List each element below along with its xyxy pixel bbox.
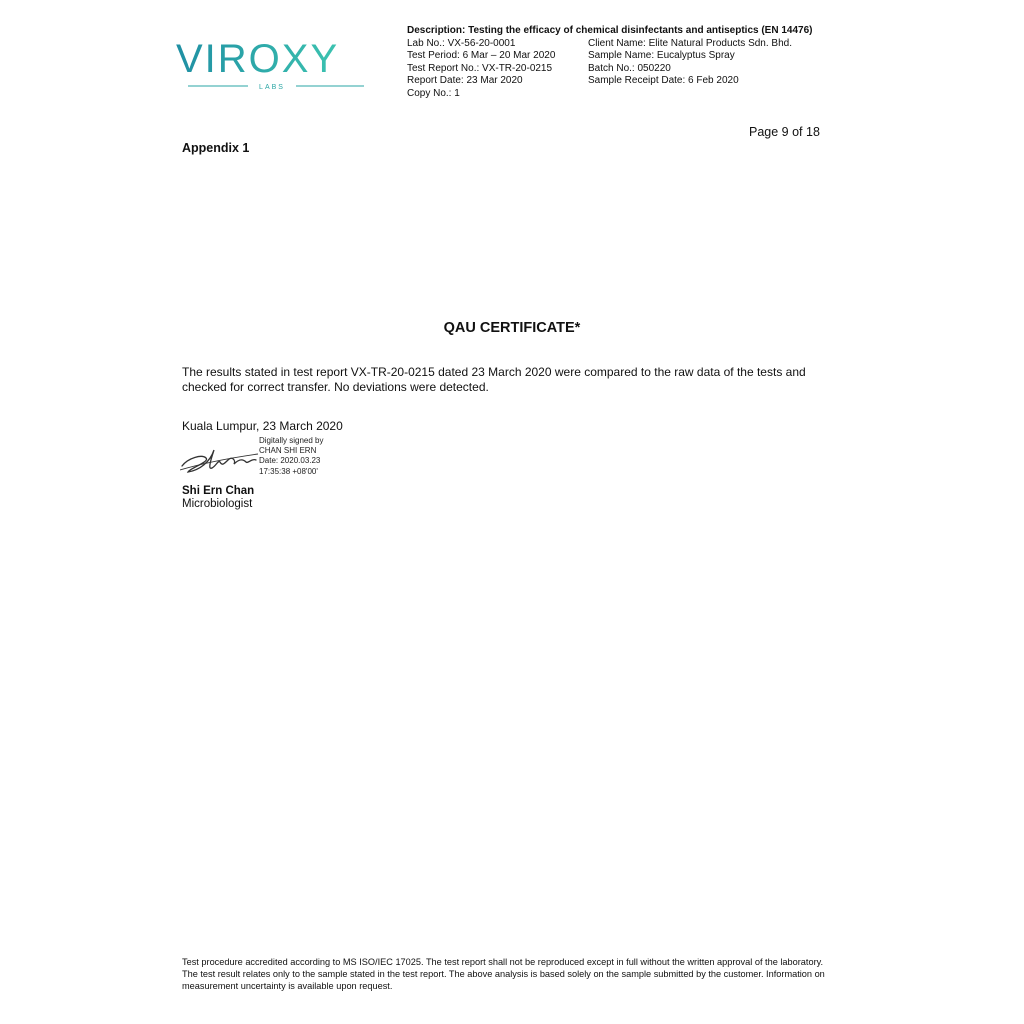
report-date: Report Date: 23 Mar 2020 (407, 75, 523, 87)
header-left-block (407, 38, 555, 100)
digital-signature-line: Date: 2020.03.23 (259, 456, 321, 466)
digital-signature-line: 17:35:38 +08'00' (259, 466, 318, 476)
handwritten-signature (180, 440, 260, 476)
sample-receipt-date: Sample Receipt Date: 6 Feb 2020 (588, 75, 739, 87)
digital-signature-line: Digitally signed by (259, 436, 324, 445)
header-right-block (588, 38, 792, 88)
signer-title: Microbiologist (182, 498, 253, 510)
logo-graphic (176, 28, 376, 92)
signer-name: Shi Ern Chan (182, 485, 255, 497)
batch-number: Batch No.: 050220 (588, 62, 671, 74)
place-date: Kuala Lumpur, 23 March 2020 (182, 419, 343, 433)
viroxy-logo (176, 28, 376, 92)
logo-wordmark: VIROXY (176, 37, 340, 81)
appendix-heading: Appendix 1 (182, 141, 250, 155)
client-name: Client Name: Elite Natural Products Sdn. Bhd. (588, 38, 792, 49)
sample-name: Sample Name: Eucalyptus Spray (588, 50, 735, 62)
test-period: Test Period: 6 Mar – 20 Mar 2020 (407, 50, 556, 62)
certificate-title: QAU CERTIFICATE* (443, 320, 581, 336)
certificate-body: The results stated in test report VX-TR-20-0215 dated 23 March 2020 were compared to the raw data of the tests and checked for correct transfer. No deviations were detected. (182, 365, 806, 394)
lab-number: Lab No.: VX-56-20-0001 (407, 38, 516, 49)
copy-number: Copy No.: 1 (407, 87, 460, 99)
page-number: Page 9 of 18 (749, 125, 820, 139)
footer-disclaimer: Test procedure accredited according to MS ISO/IEC 17025. The test report shall not be reproduced except in full without the written approval of the laboratory. The test result relates only to the sample stated in the test report. The above analysis is based solely on the sample submitted by the customer. Information on measurement uncertainty is available upon request. (182, 957, 825, 991)
digital-signature-line: CHAN SHI ERN (259, 446, 317, 456)
digital-signature-info (259, 436, 323, 477)
test-report-number: Test Report No.: VX-TR-20-0215 (407, 62, 553, 74)
report-description: Description: Testing the efficacy of chemical disinfectants and antiseptics (EN 14476) (407, 25, 813, 36)
logo-subtext: LABS (259, 84, 285, 91)
